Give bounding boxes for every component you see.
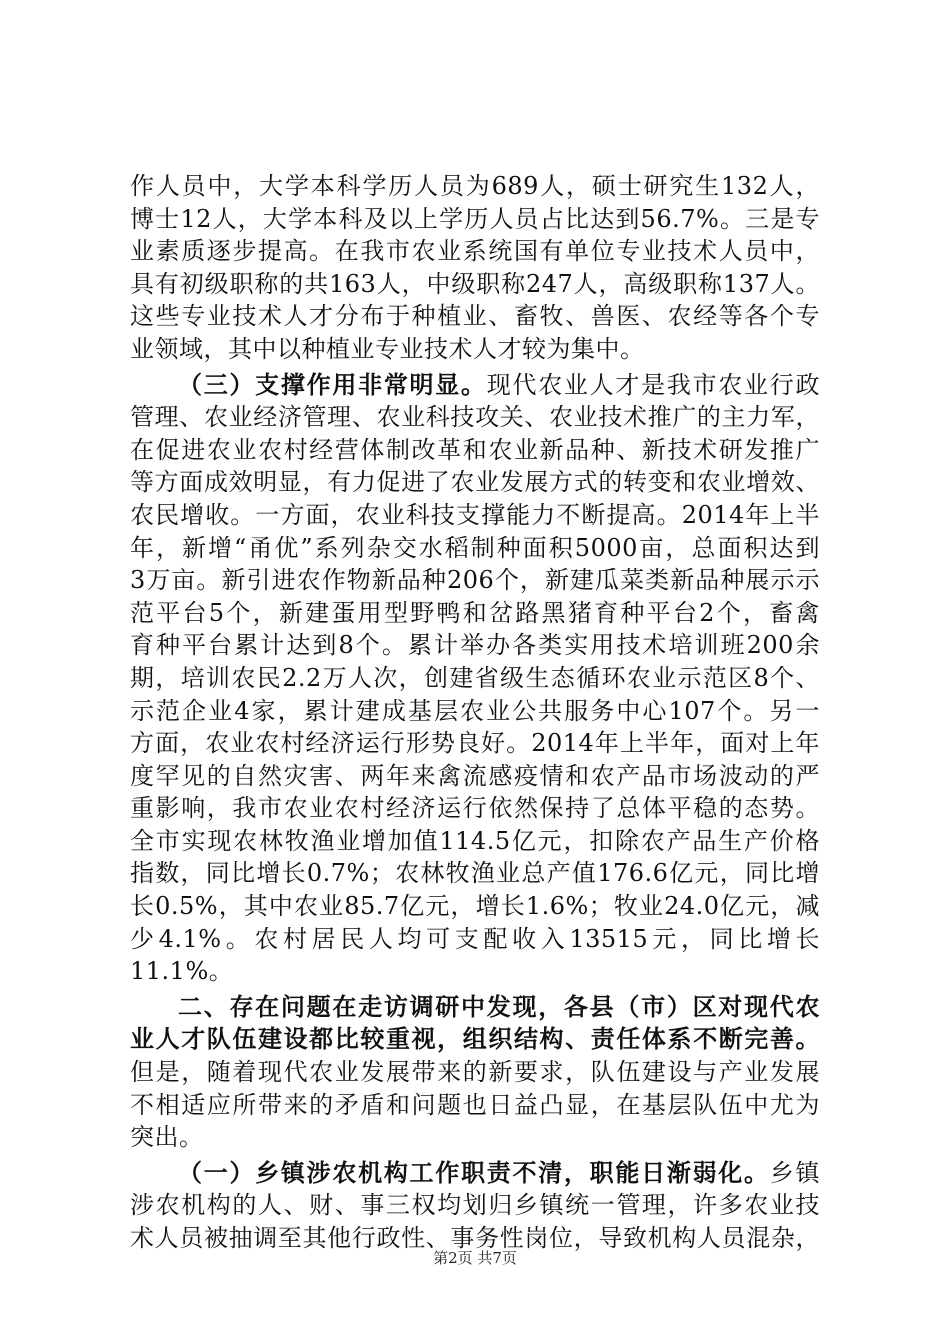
section-heading: 业人才队伍建设都比较重视，组织结构、责任体系不断完善。 bbox=[130, 1024, 820, 1054]
text-line: 3万亩。新引进农作物新品种206个，新建瓜菜类新品种展示示 bbox=[130, 566, 820, 595]
text-line: 年，新增“甬优”系列杂交水稻制种面积5000亩，总面积达到 bbox=[130, 533, 820, 562]
text-line: 业素质逐步提高。在我市农业系统国有单位专业技术人员中， bbox=[130, 237, 820, 266]
text-line: 这些专业技术人才分布于种植业、畜牧、兽医、农经等各个专 bbox=[130, 302, 820, 331]
page-number-footer: 第2页 共7页 bbox=[433, 1249, 517, 1267]
paragraph-township-agencies bbox=[130, 1157, 820, 1255]
text-line: 但是，随着现代农业发展带来的新要求，队伍建设与产业发展 bbox=[130, 1058, 820, 1087]
text-line: 期，培训农民2.2万人次，创建省级生态循环农业示范区8个、 bbox=[130, 663, 820, 692]
text-fragment: 乡镇 bbox=[769, 1158, 821, 1187]
text-line: 11.1%。 bbox=[130, 957, 234, 986]
text-line bbox=[130, 1157, 820, 1190]
body-text bbox=[130, 170, 820, 1255]
text-line: 全市实现农林牧渔业增加值114.5亿元，扣除农产品生产价格 bbox=[130, 826, 820, 855]
paragraph-support-role bbox=[130, 369, 820, 988]
text-line: 涉农机构的人、财、事三权均划归乡镇统一管理，许多农业技 bbox=[130, 1191, 820, 1220]
text-line: 重影响，我市农业农村经济运行依然保持了总体平稳的态势。 bbox=[130, 794, 820, 823]
text-line: 农民增收。一方面，农业科技支撑能力不断提高。2014年上半 bbox=[130, 500, 820, 529]
text-line: 方面，农业农村经济运行形势良好。2014年上半年，面对上年 bbox=[130, 729, 820, 758]
section-heading: 二、存在问题在走访调研中发现，各县（市）区对现代农 bbox=[178, 991, 820, 1021]
text-line: 少4.1%。农村居民人均可支配收入13515元，同比增长 bbox=[130, 924, 820, 953]
text-line: 业领域，其中以种植业专业技术人才较为集中。 bbox=[130, 334, 645, 363]
text-line: 不相适应所带来的矛盾和问题也日益凸显，在基层队伍中尤为 bbox=[130, 1090, 820, 1119]
text-line: 突出。 bbox=[130, 1123, 204, 1152]
text-line: 作人员中，大学本科学历人员为689人，硕士研究生132人， bbox=[130, 172, 820, 200]
text-line: 范平台5个，新建蛋用型野鸭和岔路黑猪育种平台2个，畜禽 bbox=[130, 598, 820, 627]
paragraph-problems bbox=[130, 991, 820, 1154]
text-line bbox=[130, 369, 820, 402]
text-line: 长0.5%，其中农业85.7亿元，增长1.6%；牧业24.0亿元，减 bbox=[130, 892, 820, 921]
text-fragment: 现代农业人才是我市农业行政 bbox=[486, 370, 820, 399]
text-line: 术人员被抽调至其他行政性、事务性岗位，导致机构人员混杂， bbox=[130, 1224, 820, 1252]
text-line: 度罕见的自然灾害、两年来禽流感疫情和农产品市场波动的严 bbox=[130, 761, 820, 790]
text-line: 在促进农业农村经营体制改革和农业新品种、新技术研发推广 bbox=[130, 435, 820, 464]
text-line: 育种平台累计达到8个。累计举办各类实用技术培训班200余 bbox=[130, 631, 820, 660]
text-line: 等方面成效明显，有力促进了农业发展方式的转变和农业增效、 bbox=[130, 468, 820, 497]
paragraph-education bbox=[130, 170, 820, 366]
section-heading: （一）乡镇涉农机构工作职责不清，职能日渐弱化。 bbox=[178, 1157, 770, 1187]
text-line: 管理、农业经济管理、农业科技攻关、农业技术推广的主力军， bbox=[130, 403, 820, 432]
section-heading: （三）支撑作用非常明显。 bbox=[178, 369, 487, 399]
text-line: 示范企业4家，累计建成基层农业公共服务中心107个。另一 bbox=[130, 696, 820, 725]
text-line: 具有初级职称的共163人，中级职称247人，高级职称137人。 bbox=[130, 269, 820, 298]
text-line: 博士12人，大学本科及以上学历人员占比达到56.7%。三是专 bbox=[130, 204, 820, 233]
text-line: 指数，同比增长0.7%；农林牧渔业总产值176.6亿元，同比增 bbox=[130, 859, 820, 888]
